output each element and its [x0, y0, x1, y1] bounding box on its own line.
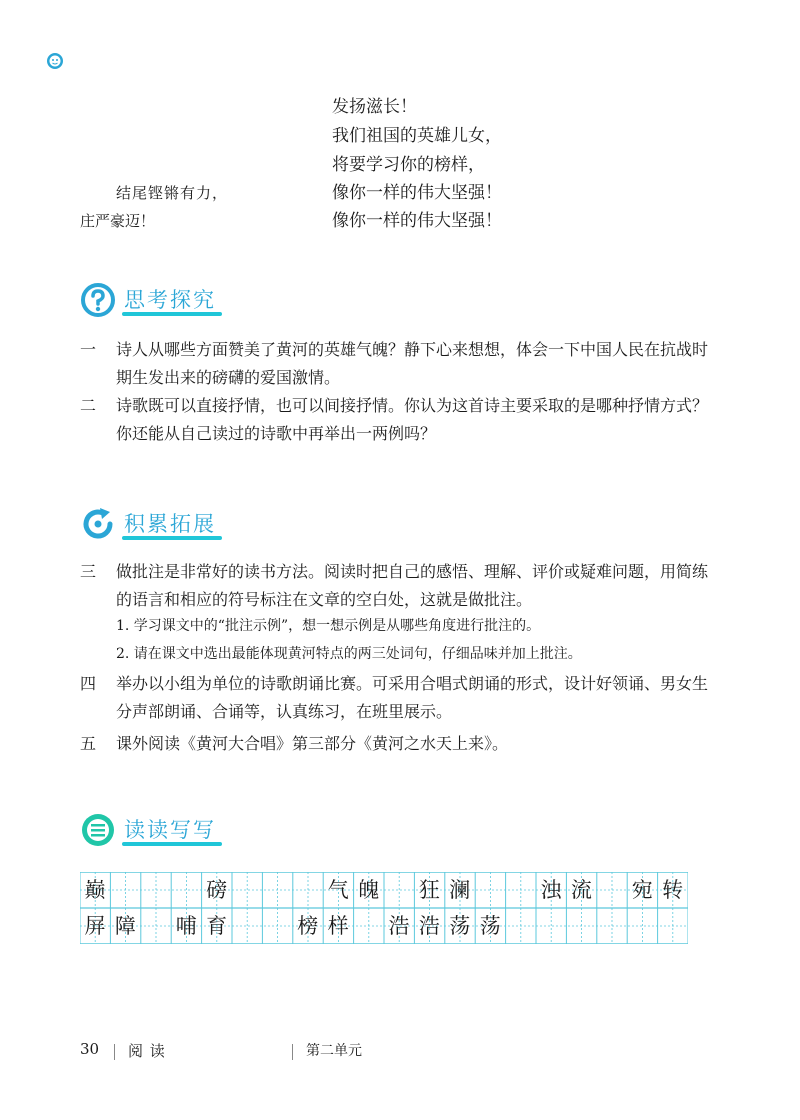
- question-item: [80, 336, 720, 392]
- poem-side-line: 庄严豪迈！: [80, 212, 156, 230]
- vocabulary-grid: [80, 872, 688, 944]
- sub-question: 1. 学习课文中的“批注示例”，想一想示例是从哪些角度进行批注的。: [116, 618, 541, 634]
- grid-character: 荡: [479, 914, 501, 938]
- grid-character: 障: [114, 914, 136, 938]
- poem-line: 像你一样的伟大坚强！: [332, 183, 502, 203]
- grid-character: 澜: [449, 878, 471, 902]
- grid-character: 狂: [418, 878, 440, 902]
- question-text: 课外阅读《黄河大合唱》第三部分《黄河之水天上来》。: [116, 734, 509, 753]
- section-underline: [122, 312, 222, 316]
- grid-character: 流: [570, 878, 592, 902]
- grid-character: 榜: [297, 914, 319, 938]
- grid-character: 浩: [388, 914, 410, 938]
- question-number: 五: [80, 734, 97, 753]
- poem-side-line: 结尾铿锵有力，: [116, 184, 229, 202]
- question-text: 做批注是非常好的读书方法。阅读时把自己的感悟、理解、评价或疑难问题，用简练的语言和相应的符号标注在文章的空白处，这就是做批注。: [116, 562, 709, 609]
- question-item: [80, 730, 720, 758]
- section-thinking-header: [80, 282, 300, 322]
- grid-character: 浩: [418, 914, 440, 938]
- refresh-arrow-icon: [80, 506, 116, 542]
- grid-character: 转: [662, 878, 684, 902]
- grid-character: 宛: [631, 878, 653, 902]
- question-number: 二: [80, 396, 97, 415]
- grid-character: 巅: [84, 878, 106, 902]
- grid-character: 屏: [84, 914, 106, 938]
- question-item: [80, 392, 720, 448]
- question-number: 四: [80, 674, 97, 693]
- page-number: 30: [80, 1040, 100, 1058]
- grid-character: 样: [327, 914, 349, 938]
- poem-line: 我们祖国的英雄儿女，: [332, 126, 502, 146]
- smile-face-icon: [46, 52, 64, 70]
- grid-character: 气: [327, 878, 349, 902]
- question-text: 举办以小组为单位的诗歌朗诵比赛。可采用合唱式朗诵的形式，设计好领诵、男女生分声部朗诵、合诵等，认真练习，在班里展示。: [116, 674, 709, 721]
- question-item: [80, 558, 720, 614]
- grid-character: 育: [206, 914, 228, 938]
- section-read-write-header: [80, 812, 300, 852]
- section-title: 读读写写: [124, 818, 216, 842]
- section-underline: [122, 536, 222, 540]
- footer-divider: [114, 1044, 115, 1060]
- sub-question: 2. 请在课文中选出最能体现黄河特点的两三处词句，仔细品味并加上批注。: [116, 646, 582, 662]
- question-number: 三: [80, 562, 97, 581]
- grid-character: 浊: [540, 878, 562, 902]
- section-extension-header: [80, 506, 300, 546]
- question-circle-icon: [80, 282, 116, 318]
- poem-line: 发扬滋长！: [332, 97, 417, 117]
- section-title: 思考探究: [124, 288, 216, 312]
- footer-unit: 第二单元: [306, 1043, 362, 1059]
- footer-section: 阅 读: [128, 1042, 166, 1060]
- question-item: [80, 670, 720, 726]
- question-number: 一: [80, 340, 97, 359]
- grid-character: 荡: [449, 914, 471, 938]
- poem-line: 将要学习你的榜样，: [332, 155, 485, 175]
- section-underline: [122, 842, 222, 846]
- grid-character: 磅: [206, 878, 228, 902]
- book-lines-icon: [80, 812, 116, 848]
- poem-line: 像你一样的伟大坚强！: [332, 211, 502, 231]
- section-title: 积累拓展: [124, 512, 216, 536]
- question-text: 诗歌既可以直接抒情，也可以间接抒情。你认为这首诗主要采取的是哪种抒情方式？你还能从自己读过的诗歌中再举出一两例吗？: [116, 396, 709, 443]
- footer-divider: [292, 1044, 293, 1060]
- grid-character: 哺: [175, 914, 197, 938]
- grid-character: 魄: [358, 878, 380, 902]
- question-text: 诗人从哪些方面赞美了黄河的英雄气魄？静下心来想想，体会一下中国人民在抗战时期生发出来的磅礴的爱国激情。: [116, 340, 709, 387]
